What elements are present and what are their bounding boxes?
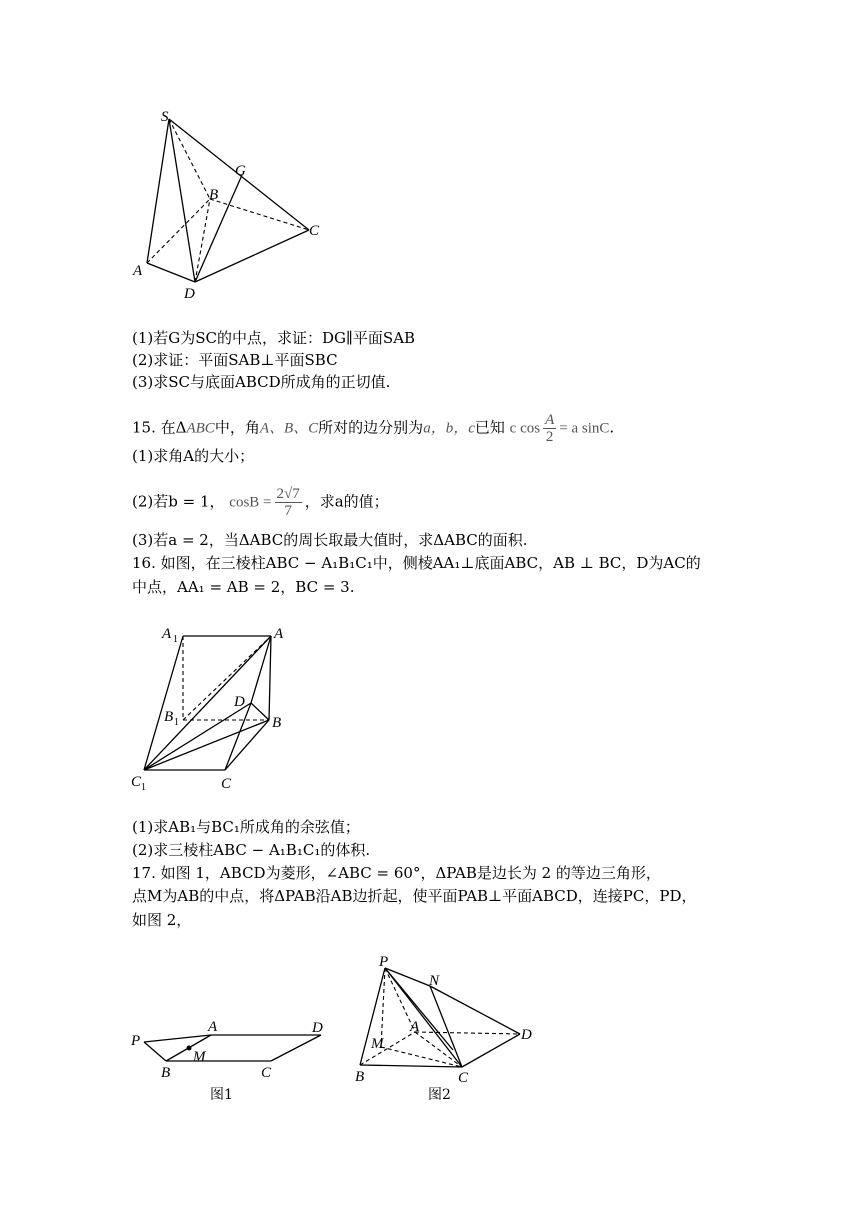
label-m: M xyxy=(193,1049,206,1065)
label-g: G xyxy=(235,163,246,179)
label-c: C xyxy=(221,776,232,792)
label-b: B xyxy=(209,187,219,203)
q16-part1: (1)求AB₁与BC₁所成角的余弦值； xyxy=(132,818,360,836)
label-p: P xyxy=(379,954,389,970)
q14-part3: (3)求SC与底面ABCD所成角的正切值. xyxy=(132,373,391,391)
label-c1-sub: 1 xyxy=(141,782,146,793)
figure-caption-1: 图1 xyxy=(210,1087,233,1103)
label-d: D xyxy=(521,1027,532,1043)
q15-stem-triangle: ABC xyxy=(186,420,215,437)
q17-stem-line3: 如图 2， xyxy=(132,911,192,929)
q15-stem-known: 已知 xyxy=(474,418,505,437)
q15-stem-mid: 中，角 xyxy=(214,418,260,437)
label-a: A xyxy=(208,1019,218,1035)
q15-part3: (3)若a = 2，当ΔABC的周长取最大值时，求ΔABC的面积. xyxy=(132,531,528,549)
q15-stem xyxy=(132,412,614,445)
label-b: B xyxy=(272,715,282,731)
q15-part1: (1)求角A的大小； xyxy=(132,447,255,465)
q17-stem-line1: 17. 如图 1，ABCD为菱形，∠ABC = 60°，ΔPAB是边长为 2 的等边三角形， xyxy=(132,864,661,882)
q16-stem-line2: 中点，AA₁ = AB = 2，BC = 3. xyxy=(132,578,355,596)
label-b1: B xyxy=(164,709,174,725)
q15-stem-pre: 15. 在Δ xyxy=(132,418,187,437)
label-c: C xyxy=(261,1065,272,1081)
q16-part2: (2)求三棱柱ABC − A₁B₁C₁的体积. xyxy=(132,841,371,859)
q15-part2 xyxy=(132,486,389,519)
label-b: B xyxy=(355,1069,365,1085)
label-s: S xyxy=(161,109,169,125)
figure-triangular-prism xyxy=(128,620,298,800)
q15-part2-fraction: $\frac{2√7}{7}$ xyxy=(276,486,300,519)
label-d: D xyxy=(184,286,195,302)
label-b1-sub: 1 xyxy=(174,717,179,728)
q15-cond-fraction: $\frac{A}{2}$ xyxy=(545,412,555,445)
figure-folded-pyramid xyxy=(345,950,545,1105)
label-c: C xyxy=(458,1070,469,1086)
figure-caption-2: 图2 xyxy=(428,1087,451,1103)
label-d: D xyxy=(312,1020,323,1036)
label-d: D xyxy=(234,694,245,710)
figure-pyramid-sabcd xyxy=(125,105,335,305)
q15-part2-post: ，求a的值； xyxy=(304,492,389,511)
label-b: B xyxy=(161,1065,171,1081)
label-m: M xyxy=(371,1036,384,1052)
label-a: A xyxy=(410,1019,420,1035)
q15-part2-cos: cosB = xyxy=(229,494,272,511)
figure-rhombus-flat xyxy=(128,1015,338,1110)
q15-stem-end: . xyxy=(609,418,615,437)
q17-stem-line2: 点M为AB的中点，将ΔPAB沿AB边折起，使平面PAB⊥平面ABCD，连接PC，PD， xyxy=(132,887,697,905)
q15-stem-sides: a，b，c xyxy=(423,420,475,437)
q14-part2: (2)求证：平面SAB⊥平面SBC xyxy=(132,351,338,369)
label-a1-sub: 1 xyxy=(173,634,178,645)
label-c1: C xyxy=(131,774,142,790)
label-a: A xyxy=(274,626,284,642)
label-a: A xyxy=(133,263,143,279)
q15-stem-mid2: 所对的边分别为 xyxy=(318,418,424,437)
q15-part2-pre: (2)若b = 1， xyxy=(132,492,225,511)
q16-stem-line1: 16. 如图，在三棱柱ABC − A₁B₁C₁中，侧棱AA₁⊥底面ABC，AB ⊥ BC，D为AC的 xyxy=(132,554,701,572)
label-a1: A xyxy=(162,626,172,642)
label-p: P xyxy=(131,1033,141,1049)
q15-stem-vars: A、B、C xyxy=(259,420,319,437)
label-n: N xyxy=(429,973,440,989)
q15-cond-right: = a sinC xyxy=(559,420,610,437)
q15-cond-left: c cos xyxy=(509,420,541,437)
label-c: C xyxy=(309,223,320,239)
q14-part1: (1)若G为SC的中点，求证：DG∥平面SAB xyxy=(132,329,416,347)
